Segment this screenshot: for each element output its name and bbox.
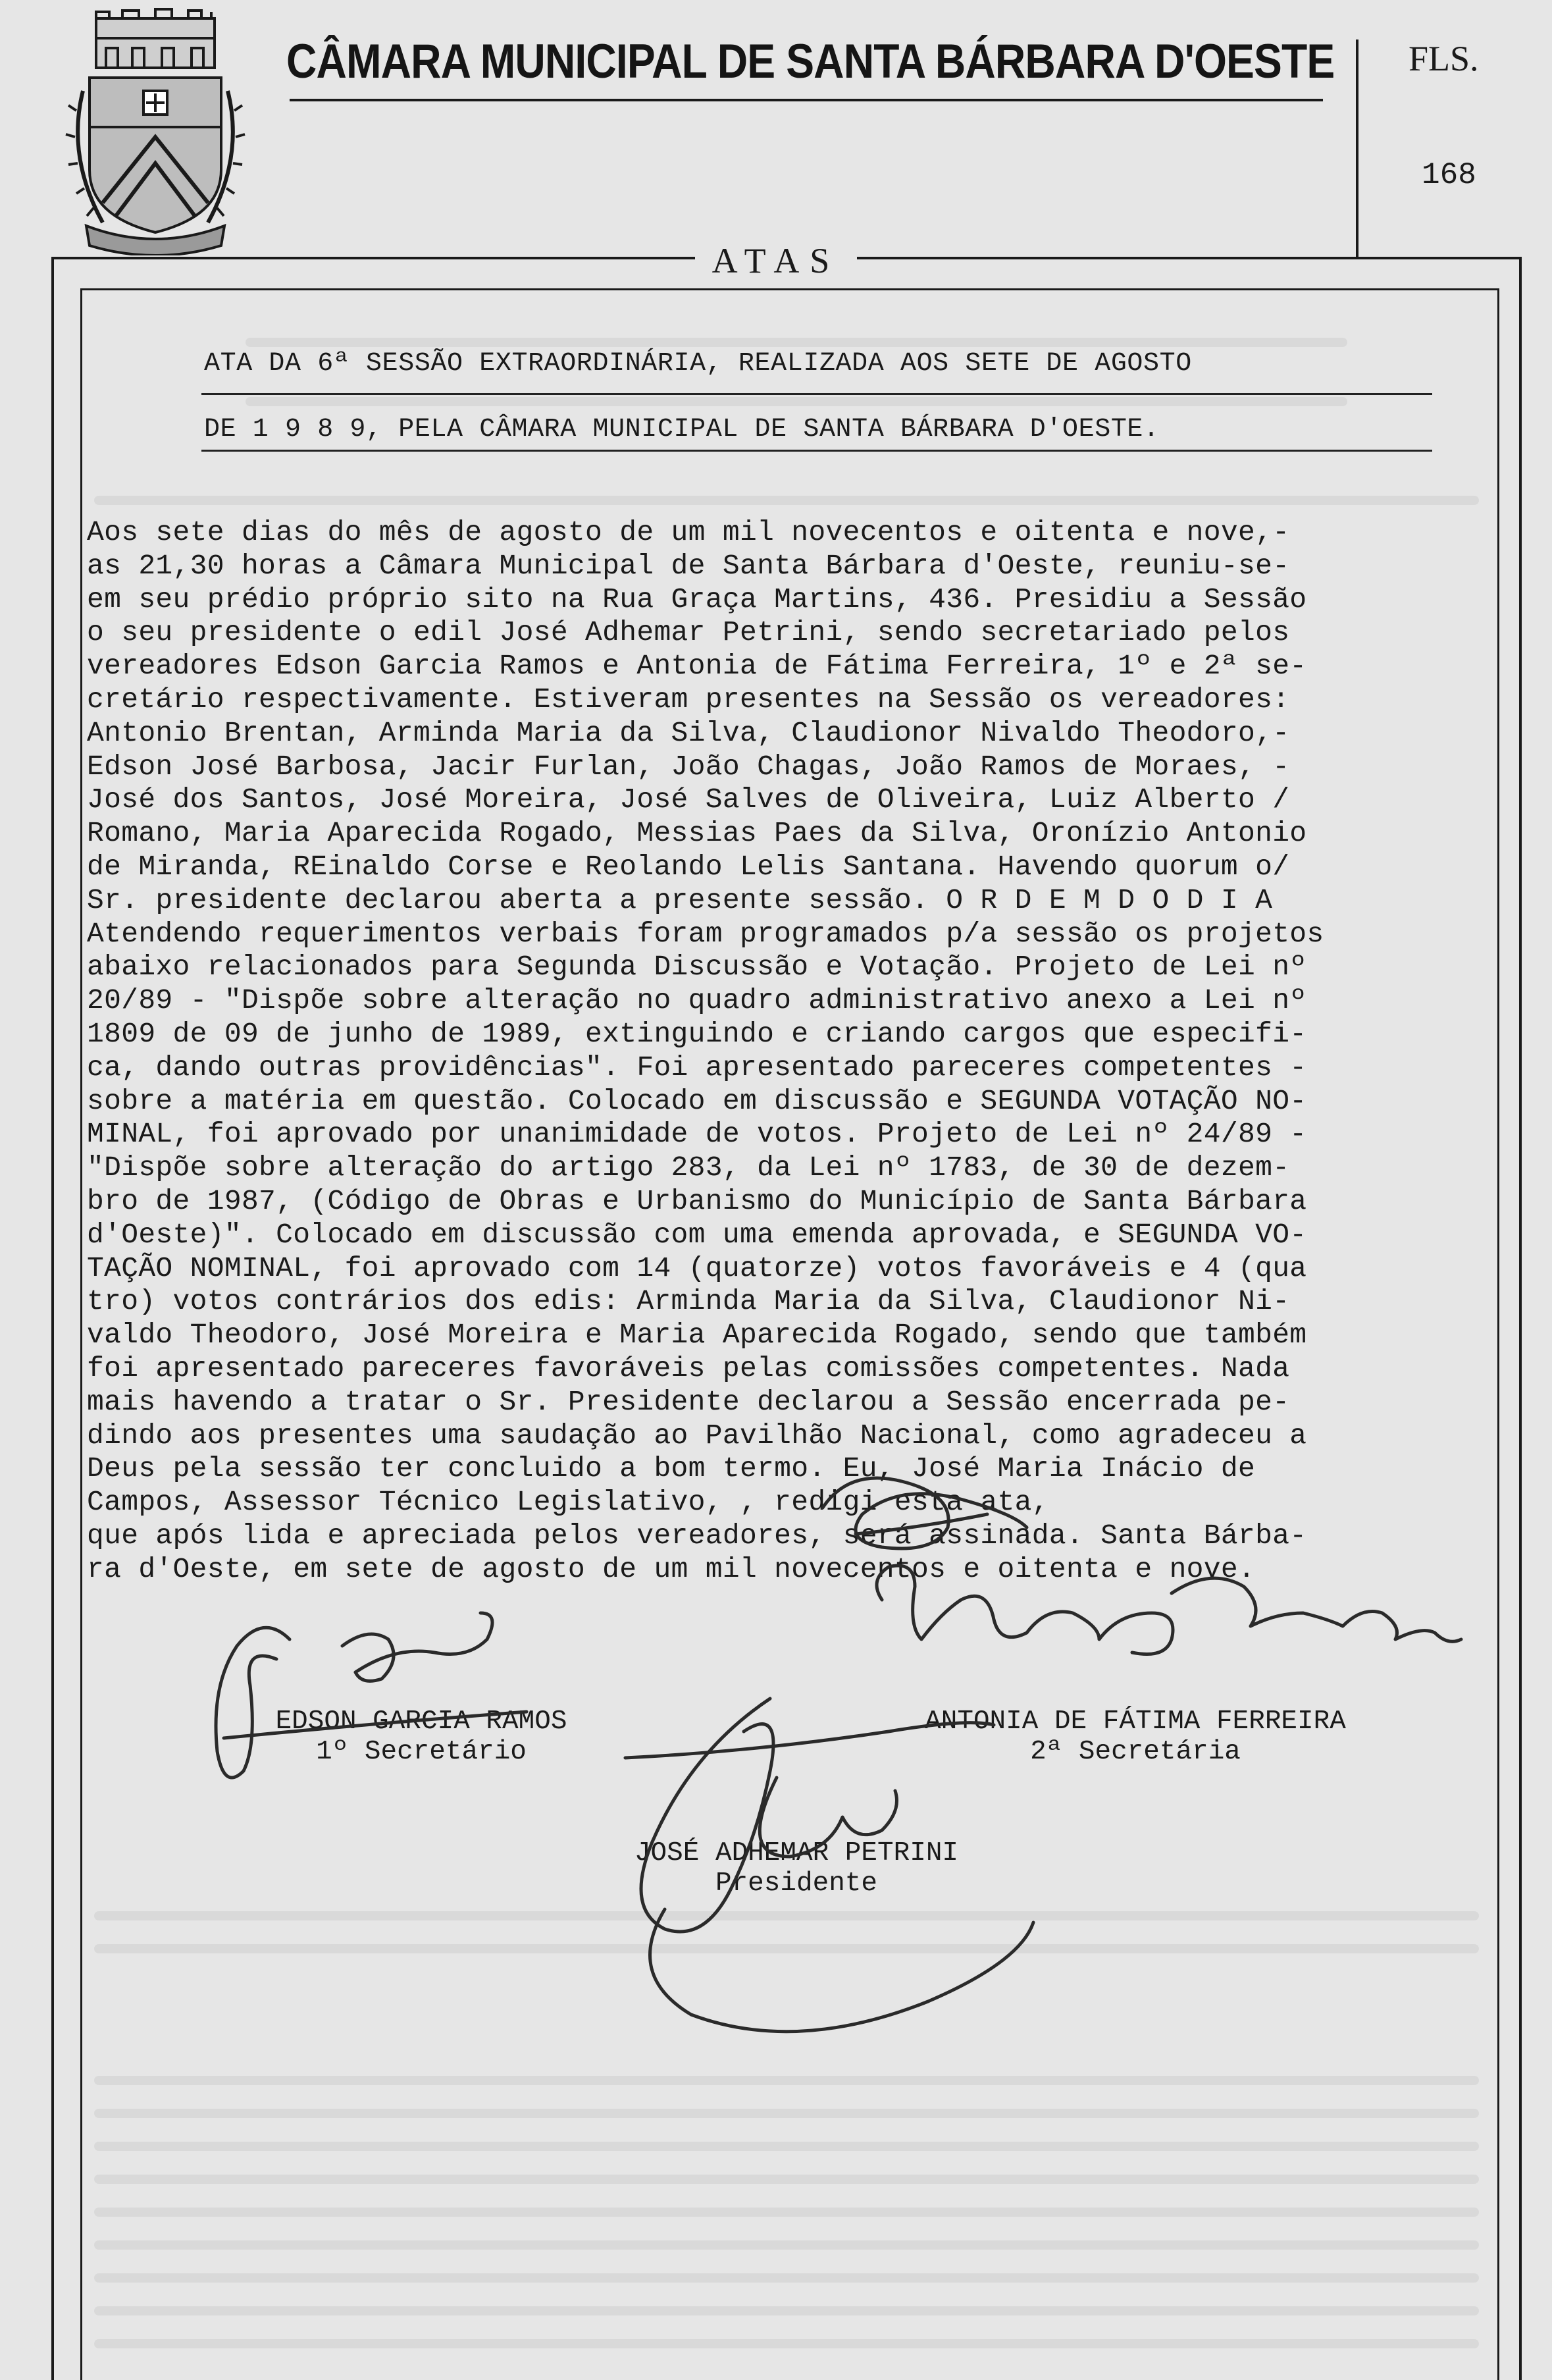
- municipal-coat-of-arms-icon: [63, 5, 247, 255]
- fls-label: FLS.: [1409, 39, 1479, 78]
- body-line: tro) votos contrários dos edis: Arminda Maria da Silva, Claudionor Ni-: [87, 1285, 1290, 1318]
- body-line: "Dispõe sobre alteração do artigo 283, da Lei nº 1783, de 30 de dezem-: [87, 1151, 1290, 1184]
- body-line: mais havendo a tratar o Sr. Presidente declarou a Sessão encerrada pe-: [87, 1385, 1290, 1418]
- heading-line-2: DE 1 9 8 9, PELA CÂMARA MUNICIPAL DE SANTA BÁRBARA D'OESTE.: [204, 415, 1160, 444]
- page-number: 168: [1422, 158, 1476, 192]
- body-line: Aos sete dias do mês de agosto de um mil novecentos e oitenta e nove,-: [87, 516, 1290, 548]
- body-line: 1809 de 09 de junho de 1989, extinguindo e criando cargos que especifi-: [87, 1017, 1307, 1050]
- fls-divider: [1356, 40, 1358, 257]
- body-line: bro de 1987, (Código de Obras e Urbanismo do Município de Santa Bárbara: [87, 1184, 1307, 1217]
- body-line: Romano, Maria Aparecida Rogado, Messias Paes da Silva, Oronízio Antonio: [87, 817, 1307, 850]
- signatory-role: 1º Secretário: [316, 1737, 527, 1767]
- body-line: em seu prédio próprio sito na Rua Graça Martins, 436. Presidiu a Sessão: [87, 583, 1307, 616]
- signatory-president: [527, 1838, 1066, 1899]
- body-line: Campos, Assessor Técnico Legislativo, , redigi esta ata,: [87, 1486, 1049, 1519]
- body-line: vereadores Edson Garcia Ramos e Antonia de Fátima Ferreira, 1º e 2ª se-: [87, 650, 1307, 683]
- signatory-name: ANTONIA DE FÁTIMA FERREIRA: [925, 1706, 1346, 1737]
- body-line: dindo aos presentes uma saudação ao Pavilhão Nacional, como agradeceu a: [87, 1419, 1307, 1452]
- heading-rule-1: [201, 393, 1432, 395]
- body-line: Edson José Barbosa, Jacir Furlan, João Chagas, João Ramos de Moraes, -: [87, 750, 1290, 783]
- body-line: abaixo relacionados para Segunda Discussão e Votação. Projeto de Lei nº: [87, 951, 1307, 984]
- body-line: que após lida e apreciada pelos vereadores, será assinada. Santa Bárba-: [87, 1519, 1307, 1552]
- signatory-second-secretary: [849, 1706, 1422, 1767]
- body-line: Deus pela sessão ter concluido a bom termo. Eu, José Maria Inácio de: [87, 1452, 1256, 1485]
- body-line: ra d'Oeste, em sete de agosto de um mil novecentos e oitenta e nove.: [87, 1552, 1256, 1585]
- body-line: foi apresentado pareceres favoráveis pelas comissões competentes. Nada: [87, 1352, 1290, 1385]
- body-line: sobre a matéria em questão. Colocado em discussão e SEGUNDA VOTAÇÃO NO-: [87, 1084, 1307, 1117]
- signatory-name: JOSÉ ADHEMAR PETRINI: [634, 1838, 959, 1868]
- heading-rule-2: [201, 450, 1432, 452]
- signatory-name: EDSON GARCIA RAMOS: [275, 1706, 567, 1737]
- title-underline: [290, 99, 1323, 101]
- body-line: TAÇÃO NOMINAL, foi aprovado com 14 (quatorze) votos favoráveis e 4 (qua: [87, 1252, 1307, 1284]
- heading-line-1: ATA DA 6ª SESSÃO EXTRAORDINÁRIA, REALIZADA AOS SETE DE AGOSTO: [204, 349, 1192, 379]
- body-line: valdo Theodoro, José Moreira e Maria Aparecida Rogado, sendo que também: [87, 1319, 1307, 1352]
- section-label: ATAS: [0, 240, 1552, 281]
- body-line: d'Oeste)". Colocado em discussão com uma emenda aprovada, e SEGUNDA VO-: [87, 1218, 1307, 1251]
- body-line: de Miranda, REinaldo Corse e Reolando Lelis Santana. Havendo quorum o/: [87, 850, 1290, 883]
- body-line: Sr. presidente declarou aberta a presente sessão. O R D E M D O D I A: [87, 884, 1273, 916]
- body-line: 20/89 - "Dispõe sobre alteração no quadro administrativo anexo a Lei nº: [87, 984, 1307, 1017]
- signatory-role: Presidente: [715, 1868, 878, 1899]
- minutes-body: [87, 516, 1495, 1587]
- chamber-title: CÂMARA MUNICIPAL DE SANTA BÁRBARA D'OESTE: [286, 35, 1335, 88]
- body-line: o seu presidente o edil José Adhemar Petrini, sendo secretariado pelos: [87, 616, 1290, 649]
- body-line: cretário respectivamente. Estiveram presentes na Sessão os vereadores:: [87, 683, 1290, 716]
- signatory-first-secretary: [197, 1706, 645, 1767]
- signatory-role: 2ª Secretária: [1030, 1737, 1241, 1767]
- body-line: as 21,30 horas a Câmara Municipal de Santa Bárbara d'Oeste, reuniu-se-: [87, 549, 1290, 582]
- body-line: José dos Santos, José Moreira, José Salves de Oliveira, Luiz Alberto /: [87, 783, 1290, 816]
- body-line: ca, dando outras providências". Foi apresentado pareceres competentes -: [87, 1051, 1307, 1084]
- body-line: MINAL, foi aprovado por unanimidade de votos. Projeto de Lei nº 24/89 -: [87, 1118, 1307, 1151]
- body-line: Antonio Brentan, Arminda Maria da Silva, Claudionor Nivaldo Theodoro,-: [87, 716, 1290, 749]
- body-line: Atendendo requerimentos verbais foram programados p/a sessão os projetos: [87, 917, 1324, 950]
